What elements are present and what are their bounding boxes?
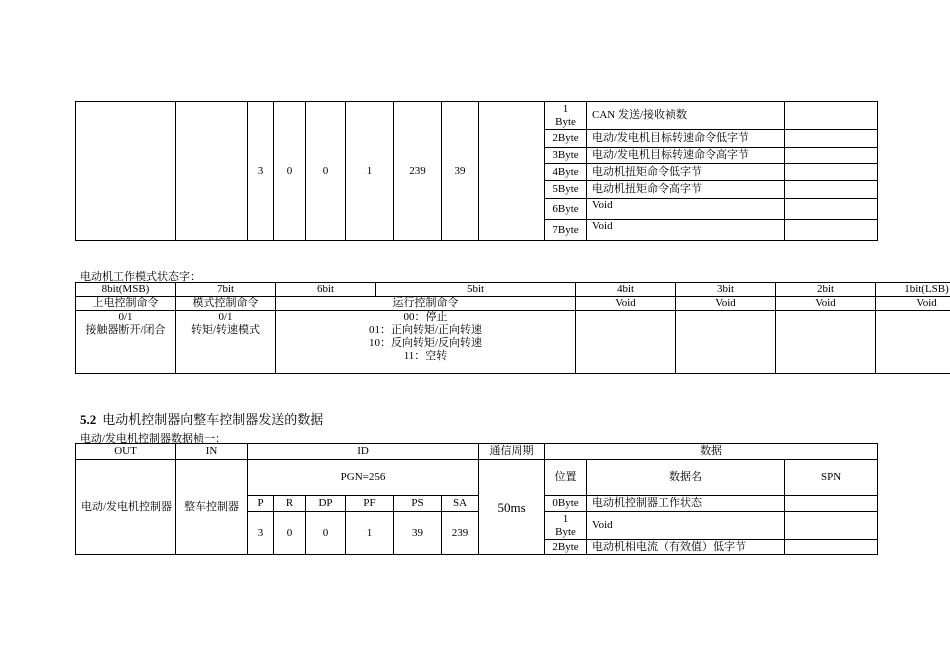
id-r-header: R [274,496,306,512]
data-name-cell: Void [587,199,785,220]
id-dp-header: DP [306,496,346,512]
data-name-cell: Void [587,512,785,540]
id-ps-header: PS [394,496,442,512]
out-value: 电动/发电机控制器 [76,460,176,555]
id-sa-value: 239 [442,512,479,555]
void-label: Void [776,297,876,311]
section-heading [80,409,323,428]
spn-cell [785,496,878,512]
data-name-cell: 电动/发电机目标转速命令高字节 [587,148,785,164]
spn-cell [785,220,878,241]
id-sa-header: SA [442,496,479,512]
byte-position: 6Byte [545,199,587,220]
power-control-label: 上电控制命令 [76,297,176,311]
spn-cell [785,148,878,164]
period-cell [479,102,545,241]
spn-cell [785,164,878,181]
empty-cell [876,311,950,374]
void-label: Void [576,297,676,311]
data-name-cell: 电动机扭矩命令高字节 [587,181,785,199]
spn-cell [785,181,878,199]
section-title: 电动机控制器向整车控制器发送的数据 [102,412,324,427]
data-name-cell: 电动机控制器工作状态 [587,496,785,512]
byte-position: 1 Byte [545,512,587,540]
byte-position: 7Byte [545,220,587,241]
position-header: 位置 [545,460,587,496]
data-name-cell: 电动机相电流（有效值）低字节 [587,540,785,555]
id-header: ID [248,444,479,460]
data-name-cell: Void [587,220,785,241]
data-name-cell: 电动机扭矩命令低字节 [587,164,785,181]
out-cell [76,102,176,241]
period-header: 通信周期 [479,444,545,460]
data-header: 数据 [545,444,878,460]
out-header: OUT [76,444,176,460]
data-name-header: 数据名 [587,460,785,496]
bit-header: 1bit(LSB) [876,283,950,297]
id-dp-value: 0 [306,102,346,241]
id-r-value: 0 [274,102,306,241]
id-p-value: 3 [248,512,274,555]
byte-position: 1 Byte [545,102,587,130]
empty-cell [676,311,776,374]
bit-header: 8bit(MSB) [76,283,176,297]
bit-header: 6bit [276,283,376,297]
spn-header: SPN [785,460,878,496]
id-r-value: 0 [274,512,306,555]
spn-cell [785,102,878,130]
section-number: 5.2 [80,412,97,427]
id-pf-value: 1 [346,512,394,555]
status-word-table [75,282,950,374]
empty-cell [776,311,876,374]
pgn-value: PGN=256 [248,460,479,496]
torque-speed-mode-value: 0/1 转矩/转速模式 [176,311,276,374]
byte-position: 3Byte [545,148,587,164]
bit-header: 4bit [576,283,676,297]
status-word-caption: 电动机工作模式状态字： [80,271,201,283]
data-frame-table [75,443,878,555]
id-data-table-continuation [75,101,878,241]
spn-cell [785,512,878,540]
bit-header: 3bit [676,283,776,297]
run-control-values: 00：停止 01：正向转矩/正向转速 10：反向转矩/反向转速 11：空转 [276,311,576,374]
id-ps-value: 239 [394,102,442,241]
spn-cell [785,199,878,220]
run-control-label: 运行控制命令 [276,297,576,311]
frame-caption: 电动/发电机控制器数据桢一： [80,433,227,445]
id-dp-value: 0 [306,512,346,555]
spn-cell [785,130,878,148]
id-pf-header: PF [346,496,394,512]
void-label: Void [676,297,776,311]
empty-cell [576,311,676,374]
bit-header: 2bit [776,283,876,297]
byte-position: 5Byte [545,181,587,199]
id-sa-value: 39 [442,102,479,241]
in-header: IN [176,444,248,460]
byte-position: 0Byte [545,496,587,512]
byte-position: 2Byte [545,540,587,555]
id-ps-value: 39 [394,512,442,555]
spn-cell [785,540,878,555]
id-p-header: P [248,496,274,512]
bit-header: 5bit [376,283,576,297]
id-p-value: 3 [248,102,274,241]
data-name-cell: CAN 发送/接收祯数 [587,102,785,130]
byte-position: 4Byte [545,164,587,181]
id-pf-value: 1 [346,102,394,241]
mode-control-label: 模式控制命令 [176,297,276,311]
data-name-cell: 电动/发电机目标转速命令低字节 [587,130,785,148]
period-value: 50ms [479,460,545,555]
contactor-value: 0/1 接触器断开/闭合 [76,311,176,374]
void-label: Void [876,297,950,311]
bit-header: 7bit [176,283,276,297]
in-value: 整车控制器 [176,460,248,555]
in-cell [176,102,248,241]
byte-position: 2Byte [545,130,587,148]
